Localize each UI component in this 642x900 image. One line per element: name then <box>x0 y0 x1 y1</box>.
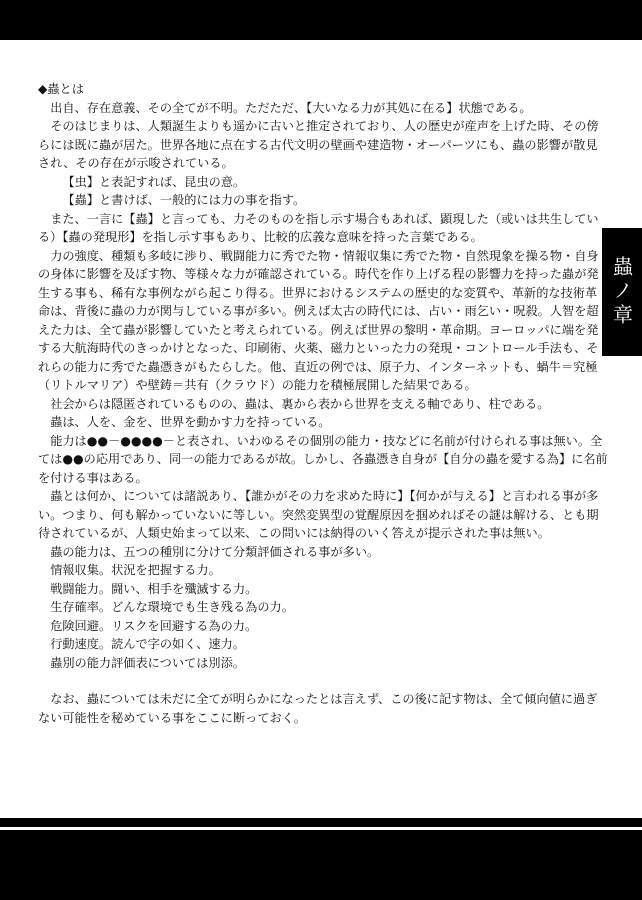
list-item: 情報収集。状況を把握する力。 <box>50 563 221 577</box>
list-item: 行動速度。読んで字の如く、速力。 <box>50 637 245 651</box>
paragraph: 社会からは隠匿されているものの、蟲は、裏から表から世界を支える軸であり、柱である。 <box>50 396 550 411</box>
list-item: 戦闘能力。闘い、相手を殲滅する力。 <box>50 581 258 596</box>
paragraph: 蟲は、人を、金を、世界を動かす力を持っている。 <box>50 415 331 429</box>
bottom-white-rule <box>0 827 642 830</box>
paragraph: 蟲別の能力評価表については別添。 <box>50 655 245 670</box>
paragraph: 蟲とは何か、については諸説あり、【誰かがその力を求めた時に】【何かが与える】と言われる事が多い。つまり、何も解かっていないに等しい。突然変異型の覚醒原因を掴めればその謎は解ける、とも期待されているが、人類史始まって以来、この問いには納得のいく答えが提示された事は無い。 <box>38 489 599 540</box>
section-heading: ◆蟲とは <box>38 82 84 96</box>
list-item: 生存確率。どんな環境でも生き残る為の力。 <box>50 600 294 614</box>
paragraph: 能力は●●－●●●●－と表され、いわゆるその個別の能力・技などに名前が付けられる事は無い。全ては●●の応用であり、同一の能力であるが故。しかし、各蟲憑き自身が【自分の蟲を愛する為】に名前を付ける事はある。 <box>38 433 608 485</box>
document-body <box>38 80 608 727</box>
chapter-side-tab <box>602 228 642 356</box>
list-item: 危険回避。リスクを回避する為の力。 <box>50 618 258 633</box>
spacer <box>38 672 608 690</box>
paragraph: 蟲の能力は、五つの種別に分けて分類評価される事が多い。 <box>50 544 380 559</box>
paragraph: 力の強度、種類も多岐に渉り、戦闘能力に秀でた物・情報収集に秀でた物・自然現象を操る物・自身の身体に影響を及ぼす物、等様々な力が確認されている。時代を作り上げる程の影響力を持った蟲が発生する事も、稀有な事例ながら起こり得る。世界におけるシステムの歴史的な変質や、革新的な技術革命は、背後に蟲の力が関与している事が多い。例えば太古の時代には、占い・雨乞い・呪殺。人智を超えた力は、全て蟲が影響していたと考えられている。例えば世界の黎明・革命期。ヨーロッパに端を発する大航海時代のきっかけとなった、印刷術、火薬、磁力といった力の発現・コントロール手法も、それらの能力に秀でた蟲憑きがもたらした。他、直近の例では、原子力、インターネットも、蝸牛＝究極（リトルマリア）や壁鋳＝共有（クラウド）の能力を積極展開した結果である。 <box>38 248 599 392</box>
paragraph: また、一言に【蟲】と言っても、力そのものを指し示す場合もあれば、顕現した（或いは共生している）【蟲の発現形】を指し示す事もあり、比較的広義な意味を持った言葉である。 <box>38 211 599 244</box>
paragraph: 出自、存在意義、その全てが不明。ただただ、【大いなる力が其処に在る】状態である。 <box>50 100 532 115</box>
paragraph: 【虫】と表記すれば、昆虫の意。 <box>62 174 246 189</box>
paragraph: そのはじまりは、人類誕生よりも遥かに古いと推定されており、人の歴史が産声を上げた時、その傍らには既に蟲が居た。世界各地に点在する古代文明の壁画や建造物・オーパーツにも、蟲の影響が散見され、その存在が示唆されている。 <box>38 119 599 170</box>
top-black-band <box>0 0 642 40</box>
closing-paragraph: なお、蟲については未だに全てが明らかになったとは言えず、この後に記す物は、全て傾向値に過ぎない可能性を秘めている事をここに断っておく。 <box>38 692 598 725</box>
bottom-black-band <box>0 818 642 900</box>
paragraph: 【蟲】と書けば、一般的には力の事を指す。 <box>62 193 306 207</box>
chapter-tab-label: 蟲ノ章 <box>609 256 634 328</box>
